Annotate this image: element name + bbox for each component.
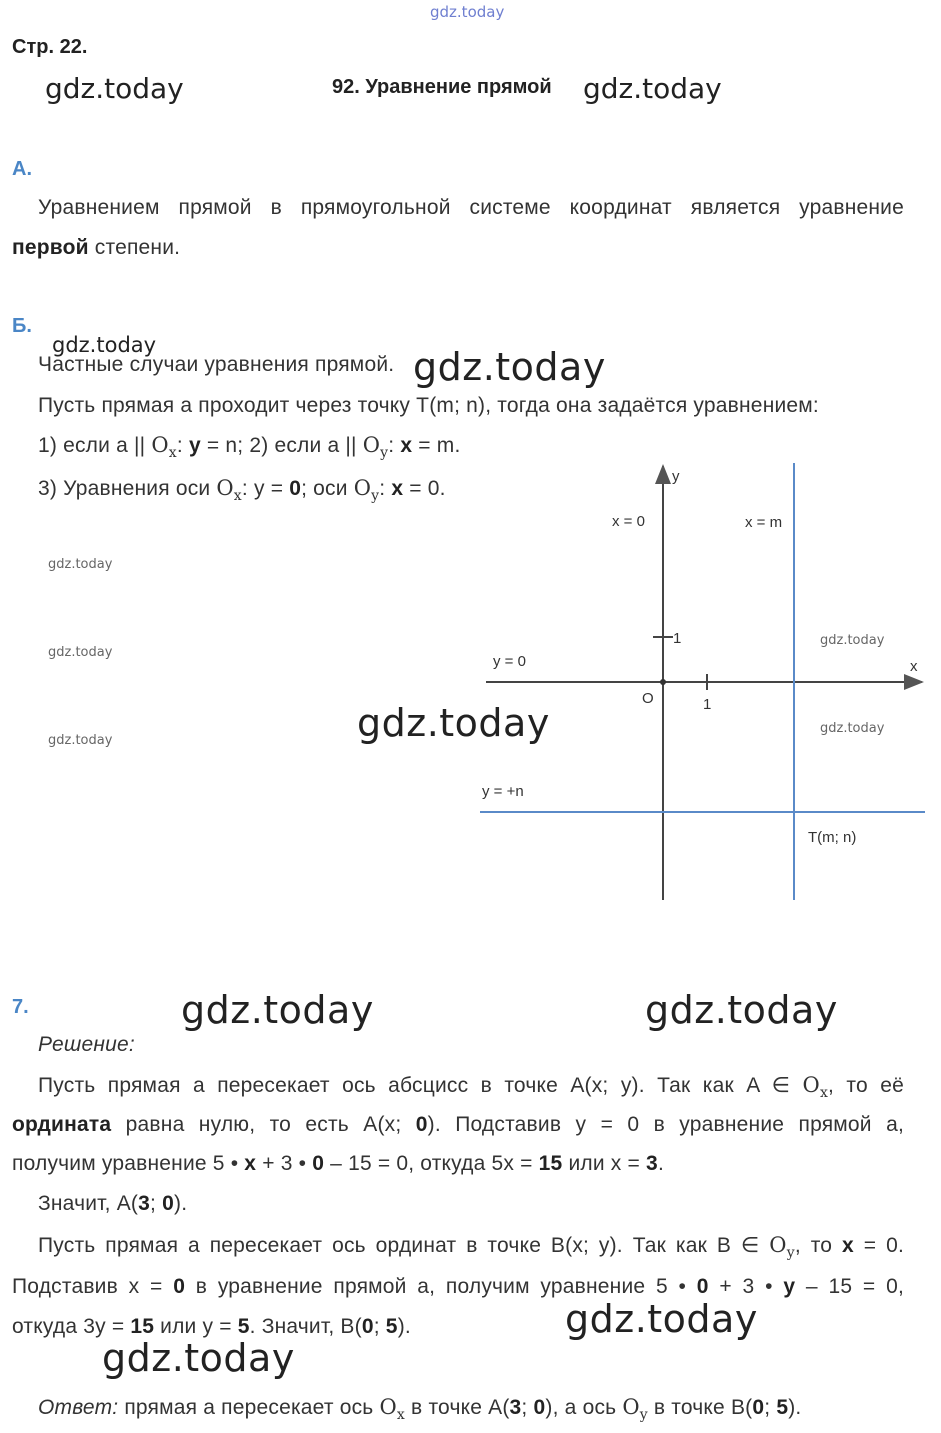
watermark: gdz.today [413, 345, 606, 389]
label-T: T(m; n) [808, 829, 857, 846]
watermark: gdz.today [102, 1336, 295, 1380]
watermark: gdz.today [48, 733, 113, 748]
label-xm: x = m [745, 514, 783, 531]
solution-p3-line1: Пусть прямая a пересекает ось ординат в точке B(x; y). Так как B ∈ $O_y$, то x = 0. [38, 1233, 904, 1261]
solution-p2: Значит, A(3; 0). [38, 1192, 188, 1215]
label-yn: y = +n [482, 783, 524, 800]
watermark: gdz.today [45, 72, 184, 105]
watermark: gdz.today [357, 701, 550, 745]
page-number: Стр. 22. [12, 36, 88, 58]
section-b-label: Б. [12, 315, 32, 337]
label-y0: y = 0 [493, 653, 526, 670]
page-title: 92. Уравнение прямой [332, 76, 552, 98]
y-tick-label: 1 [673, 630, 682, 647]
watermark: gdz.today [181, 988, 374, 1032]
section-a-text-line1: Уравнением прямой в прямоугольной системе координат является уравнение [38, 196, 904, 219]
label-x0: x = 0 [612, 513, 645, 530]
x-tick-label: 1 [703, 696, 712, 713]
section-b-case3: 3) Уравнения оси $O_x$: y = 0; оси $O_y$: x = 0. [38, 476, 446, 504]
y-axis-label: y [672, 468, 680, 485]
solution-p3-line2: Подставив x = 0 в уравнение прямой a, получим уравнение 5 • 0 + 3 • y – 15 = 0, [12, 1275, 904, 1298]
watermark: gdz.today [645, 988, 838, 1032]
solution-label: Решение: [38, 1033, 135, 1056]
answer-line: Ответ: прямая a пересекает ось $O_x$ в точке A(3; 0), а ось $O_y$ в точке B(0; 5). [38, 1395, 802, 1423]
bold-word: первой [12, 236, 89, 259]
watermark: gdz.today [820, 633, 885, 648]
watermark: gdz.today [565, 1297, 758, 1341]
section-b-line2: Пусть прямая a проходит через точку T(m; n), тогда она задаётся уравнением: [38, 394, 819, 417]
solution-p1-line1: Пусть прямая a пересекает ось абсцисс в точке A(x; y). Так как A ∈ $O_x$, то её [38, 1073, 905, 1101]
solution-p3-line3: откуда 3y = 15 или y = 5. Значит, B(0; 5). [12, 1315, 411, 1338]
origin-label: O [642, 690, 654, 707]
section-b-intro: Частные случаи уравнения прямой. [38, 353, 395, 376]
watermark: gdz.today [48, 557, 113, 572]
watermark: gdz.today [583, 72, 722, 105]
watermark-top: gdz.today [430, 3, 505, 21]
section-b-case1: 1) если a || $O_x$: y = n; 2) если a || $O_y$: x = m. [38, 433, 461, 461]
watermark: gdz.today [48, 645, 113, 660]
task-number: 7. [12, 996, 29, 1018]
answer-label: Ответ: [38, 1396, 119, 1419]
section-a-text-line2: первой степени. [12, 236, 181, 259]
x-axis-label: x [910, 658, 918, 675]
solution-p1-line3: получим уравнение 5 • x + 3 • 0 – 15 = 0, откуда 5x = 15 или x = 3. [12, 1152, 664, 1175]
solution-p1-line2: ордината равна нулю, то есть A(x; 0). Подставив y = 0 в уравнение прямой a, [12, 1113, 904, 1136]
section-a-label: А. [12, 158, 32, 180]
watermark: gdz.today [52, 333, 157, 357]
origin-point [660, 679, 666, 685]
watermark: gdz.today [820, 721, 885, 736]
